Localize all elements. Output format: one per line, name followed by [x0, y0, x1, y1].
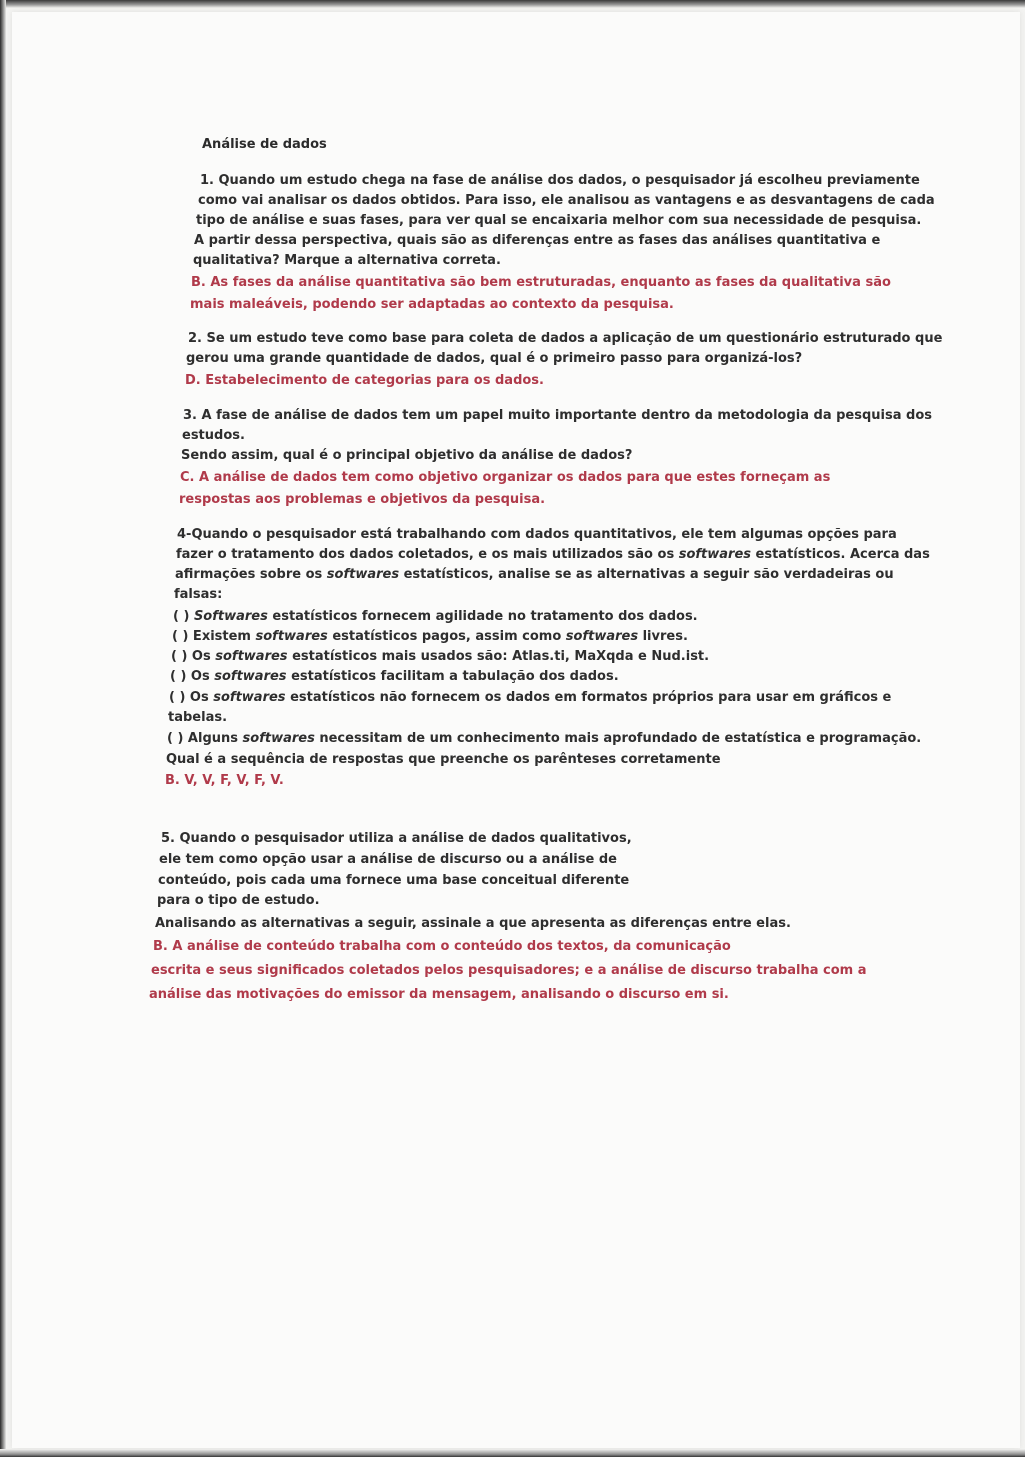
photo-edge-bottom: [0, 1449, 1025, 1457]
question-3-line: estudos.: [182, 428, 245, 443]
question-4-text: fazer o tratamento dos dados coletados, e os mais utilizados são os: [176, 547, 679, 562]
answer-1-line: B. As fases da análise quantitativa são bem estruturadas, enquanto as fases da qualitativa são: [191, 275, 891, 290]
question-5-line: para o tipo de estudo.: [157, 893, 320, 908]
statement-item: ( ) Alguns softwares necessitam de um conhecimento mais aprofundado de estatística e programação.: [167, 731, 922, 746]
answer-3-line: C. A análise de dados tem como objetivo organizar os dados para que estes forneçam as: [180, 470, 831, 485]
answer-5-line: B. A análise de conteúdo trabalha com o conteúdo dos textos, da comunicação: [153, 939, 731, 954]
question-5-line: Analisando as alternativas a seguir, assinale a que apresenta as diferenças entre elas.: [155, 916, 791, 931]
question-2-line: 2. Se um estudo teve como base para coleta de dados a aplicação de um questionário estruturado que: [188, 331, 943, 346]
question-1-line: qualitativa? Marque a alternativa correta.: [193, 253, 501, 268]
question-1-line: A partir dessa perspectiva, quais são as diferenças entre as fases das análises quantitativa e: [194, 233, 881, 248]
statement-item: ( ) Os softwares estatísticos facilitam a tabulação dos dados.: [170, 669, 619, 684]
statement-item: ( ) Existem softwares estatísticos pagos, assim como softwares livres.: [172, 629, 688, 644]
question-4-text: estatísticos, analise se as alternativas a seguir são verdadeiras ou: [399, 567, 894, 582]
question-3-line: 3. A fase de análise de dados tem um papel muito importante dentro da metodologia da pesquisa dos: [183, 408, 933, 423]
question-4-line: 4-Quando o pesquisador está trabalhando com dados quantitativos, ele tem algumas opções para: [177, 527, 897, 542]
question-2-line: gerou uma grande quantidade de dados, qual é o primeiro passo para organizá-los?: [186, 351, 803, 366]
question-4-line: [175, 566, 894, 584]
question-1-line: 1. Quando um estudo chega na fase de análise dos dados, o pesquisador já escolheu previamente: [200, 173, 920, 188]
question-1-line: tipo de análise e suas fases, para ver qual se encaixaria melhor com sua necessidade de pesquisa.: [196, 213, 922, 228]
question-4-emphasis: softwares: [678, 547, 752, 562]
statement-item: ( ) Os softwares estatísticos mais usados são: Atlas.ti, MaXqda e Nud.ist.: [171, 649, 710, 664]
question-4-text: afirmações sobre os: [175, 567, 327, 582]
question-3-line: Sendo assim, qual é o principal objetivo da análise de dados?: [181, 448, 633, 463]
question-5-line: 5. Quando o pesquisador utiliza a análise de dados qualitativos,: [161, 831, 632, 846]
question-4-line: falsas:: [174, 587, 223, 602]
document-title: Análise de dados: [202, 137, 327, 152]
statement-item: ( ) Softwares estatísticos fornecem agilidade no tratamento dos dados.: [173, 609, 698, 624]
statement-item: ( ) Os softwares estatísticos não fornecem os dados em formatos próprios para usar em gráficos e: [169, 690, 892, 705]
question-4-prompt: Qual é a sequência de respostas que preenche os parênteses corretamente: [166, 752, 721, 767]
photo-edge-top: [0, 0, 1025, 8]
answer-5-line: análise das motivações do emissor da mensagem, analisando o discurso em si.: [149, 987, 729, 1002]
answer-1-line: mais maleáveis, podendo ser adaptadas ao contexto da pesquisa.: [190, 297, 674, 312]
question-1-line: como vai analisar os dados obtidos. Para isso, ele analisou as vantagens e as desvantagens de cada: [198, 193, 935, 208]
answer-3-line: respostas aos problemas e objetivos da pesquisa.: [179, 492, 546, 507]
photo-edge-left: [0, 0, 6, 1457]
answer-5-line: escrita e seus significados coletados pelos pesquisadores; e a análise de discurso trabalha com a: [151, 963, 867, 978]
answer-2-line: D. Estabelecimento de categorias para os dados.: [185, 373, 544, 388]
question-4-emphasis: softwares: [326, 567, 400, 582]
answer-4-line: B. V, V, F, V, F, V.: [165, 773, 284, 788]
question-5-line: conteúdo, pois cada uma fornece uma base conceitual diferente: [158, 873, 630, 888]
question-4-text: estatísticos. Acerca das: [751, 547, 930, 562]
question-5-line: ele tem como opção usar a análise de discurso ou a análise de: [159, 852, 617, 867]
statement-item: tabelas.: [168, 710, 228, 725]
question-4-line: [176, 546, 930, 564]
